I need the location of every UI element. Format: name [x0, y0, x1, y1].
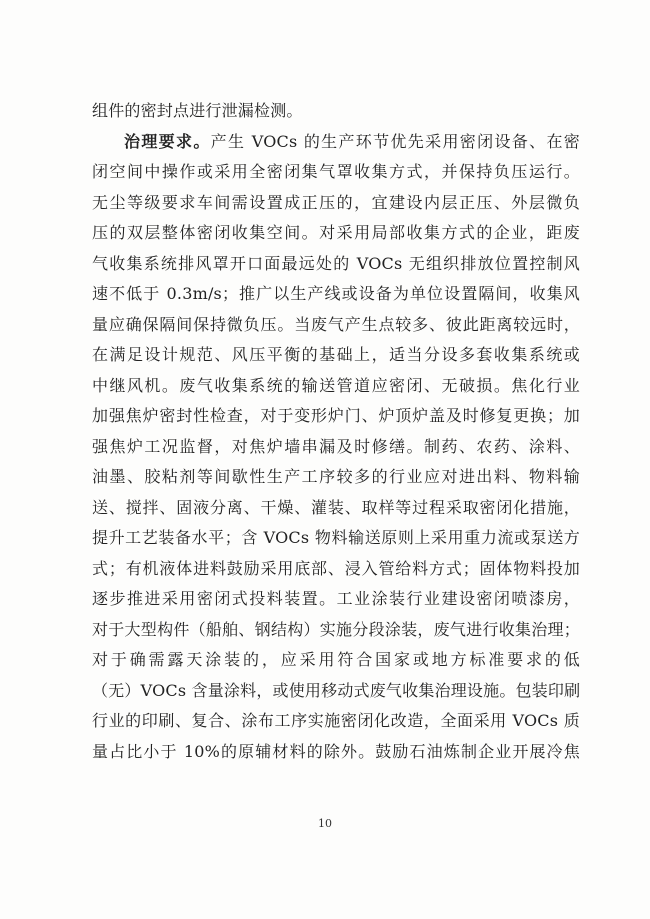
text-line-3: 闭空间中操作或采用全密闭集气罩收集方式，并保持负压运行。	[92, 162, 580, 181]
body-text	[92, 96, 580, 767]
section-heading: 治理要求。	[124, 131, 211, 151]
text-line-9: 在满足设计规范、风压平衡的基础上，适当分设多套收集系统或	[92, 345, 580, 364]
text-line-18: 对于大型构件（船舶、钢结构）实施分段涂装，废气进行收集治理；	[92, 619, 580, 639]
text-line-6: 气收集系统排风罩开口面最远处的 VOCs 无组织排放位置控制风	[92, 253, 580, 273]
text-line-15: 提升工艺装备水平；含 VOCs 物料输送原则上采用重力流或泵送方	[92, 528, 580, 547]
text-line-12: 强焦炉工况监督，对焦炉墙串漏及时修缮。制药、农药、涂料、	[92, 436, 580, 456]
page-number: 10	[318, 817, 332, 830]
text-line-2-content: 产生 VOCs 的生产环节优先采用密闭设备、在密	[210, 131, 580, 151]
text-line-8: 量应确保隔间保持微负压。当废气产生点较多、彼此距离较远时，	[92, 314, 580, 334]
text-line-16: 式；有机液体进料鼓励采用底部、浸入管给料方式；固体物料投加	[92, 558, 580, 578]
text-line-14: 送、搅拌、固液分离、干燥、灌装、取样等过程采取密闭化措施，	[92, 497, 580, 517]
text-line-20: （无）VOCs 含量涂料，或使用移动式废气收集治理设施。包装印刷	[92, 680, 581, 700]
text-line-2	[92, 127, 580, 158]
text-line-4: 无尘等级要求车间需设置成正压的，宜建设内层正压、外层微负	[92, 192, 580, 212]
text-line-21: 行业的印刷、复合、涂布工序实施密闭化改造，全面采用 VOCs 质	[92, 711, 580, 730]
text-line-11: 加强焦炉密封性检查，对于变形炉门、炉顶炉盖及时修复更换；加	[92, 406, 580, 425]
text-line-5: 压的双层整体密闭收集空间。对采用局部收集方式的企业，距废	[92, 223, 580, 242]
text-line-22: 量占比小于 10%的原辅材料的除外。鼓励石油炼制企业开展冷焦	[92, 741, 580, 761]
text-line-17: 逐步推进采用密闭式投料装置。工业涂装行业建设密闭喷漆房，	[92, 589, 580, 608]
text-line-7: 速不低于 0.3m/s；推广以生产线或设备为单位设置隔间，收集风	[92, 284, 580, 303]
text-line-10: 中继风机。废气收集系统的输送管道应密闭、无破损。焦化行业	[92, 375, 580, 395]
text-line-19: 对于确需露天涂装的，应采用符合国家或地方标准要求的低	[92, 650, 580, 669]
text-line-1: 组件的密封点进行泄漏检测。	[92, 101, 303, 120]
text-line-13: 油墨、胶粘剂等间歇性生产工序较多的行业应对进出料、物料输	[92, 467, 580, 486]
